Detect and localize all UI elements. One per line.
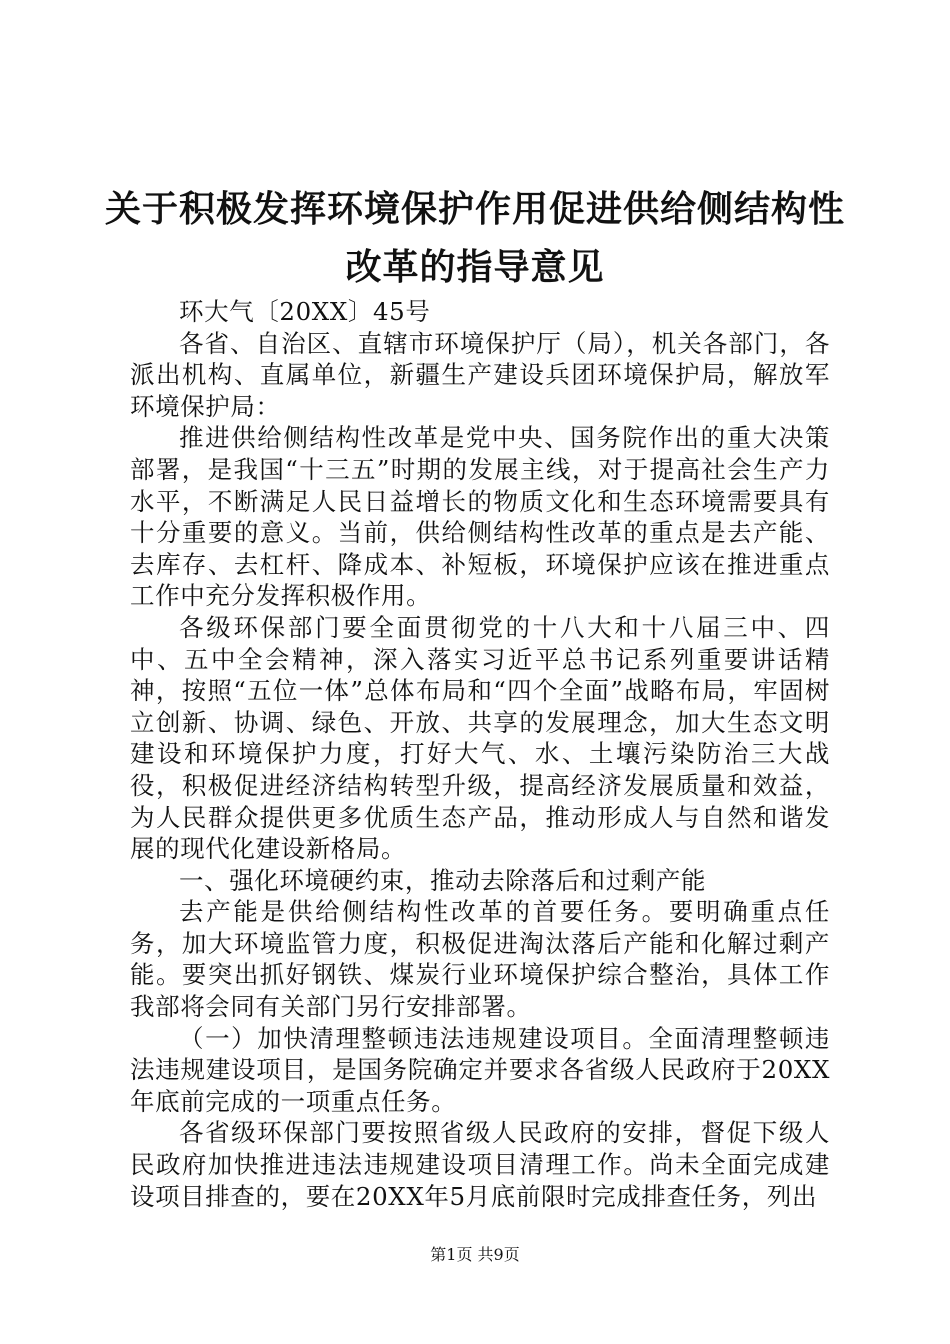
body-paragraph: 各级环保部门要全面贯彻党的十八大和十八届三中、四中、五中全会精神，深入落实习近平总书记系列重要讲话精神，按照“五位一体”总体布局和“四个全面”战略布局，牢固树立创新、协调、绿色、开放、共享的发展理念，加大生态文明建设和环境保护力度，打好大气、水、土壤污染防治三大战役，积极促进经济结构转型升级，提高经济发展质量和效益，为人民群众提供更多优质生态产品，推动形成人与自然和谐发展的现代化建设新格局。: [130, 612, 830, 864]
document-title-line-1: 关于积极发挥环境保护作用促进供给侧结构性: [104, 189, 845, 230]
body-paragraph: 各省级环保部门要按照省级人民政府的安排，督促下级人民政府加快推进违法违规建设项目清理工作。尚未全面完成建设项目排查的，要在20XX年5月底前限时完成排查任务，列出: [130, 1118, 830, 1211]
body-paragraph: （一）加快清理整顿违法违规建设项目。全面清理整顿违法违规建设项目，是国务院确定并要求各省级人民政府于20XX年底前完成的一项重点任务。: [130, 1023, 830, 1116]
page-number-footer: 第1页 共9页: [430, 1245, 520, 1264]
document-body: [130, 296, 830, 1212]
body-paragraph: 推进供给侧结构性改革是党中央、国务院作出的重大决策部署，是我国“十三五”时期的发展主线，对于提高社会生产力水平，不断满足人民日益增长的物质文化和生态环境需要具有十分重要的意义。当前，供给侧结构性改革的重点是去产能、去库存、去杠杆、降成本、补短板，环境保护应该在推进重点工作中充分发挥积极作用。: [130, 423, 830, 611]
addressee-paragraph: 各省、自治区、直辖市环境保护厅（局），机关各部门，各派出机构、直属单位，新疆生产建设兵团环境保护局，解放军环境保护局：: [130, 328, 830, 421]
document-number: 环大气〔20XX〕45号: [179, 297, 431, 326]
body-paragraph: 去产能是供给侧结构性改革的首要任务。要明确重点任务，加大环境监管力度，积极促进淘汰落后产能和化解过剩产能。要突出抓好钢铁、煤炭行业环境保护综合整治，具体工作我部将会同有关部门另行安排部署。: [130, 897, 830, 1022]
document-title-line-2: 改革的指导意见: [345, 247, 605, 288]
section-heading: 一、强化环境硬约束，推动去除落后和过剩产能: [179, 865, 707, 895]
